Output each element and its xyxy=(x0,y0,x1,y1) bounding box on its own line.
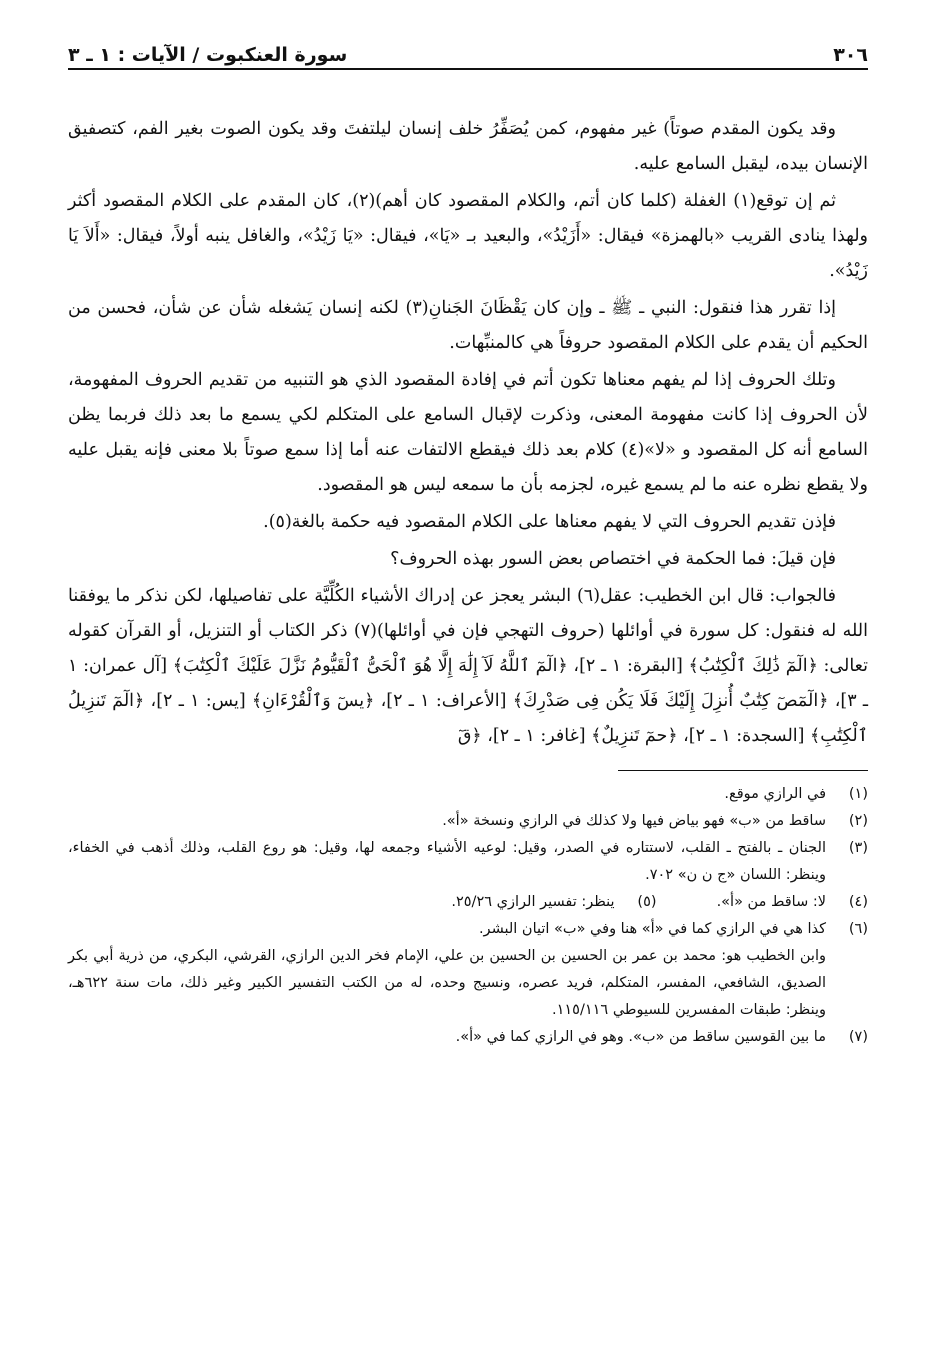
section-title: سورة العنكبوت / الآيات : ١ ـ ٣ xyxy=(68,44,348,66)
footnote-7 xyxy=(68,1024,868,1051)
paragraph: وتلك الحروف إذا لم يفهم معناها تكون أتم في إفادة المقصود الذي هو التنبيه من تقديم الحروف المفهومة، لأن الحروف إذا كانت مفهومة المعنى، وذكرت لإقبال السامع على المتكلم لكي يسمع ما بعد ذلك فربما يظن السامع أنه كل المقصود و «لا»(٤) كلام بعد ذلك فيقطع الالتفات عنه أما إذا سمع صوتاً بلا معنى فإنه يقبل عليه ولا يقطع نظره عنه ما لم يسمع غيره، لجزمه بأن ما سمعه ليس هو المقصود. xyxy=(68,370,868,495)
footnote-text: ينظر: تفسير الرازي ٢٥/٢٦. xyxy=(451,894,615,910)
footnote-separator xyxy=(618,770,868,771)
footnote-number: (٥) xyxy=(637,894,657,910)
footnote-6-continuation: وابن الخطيب هو: محمد بن عمر بن الحسين بن الحسين بن علي، الإمام فخر الدين الرازي، القرشي، البكري، من ذرية أبي بكر الصديق، الشافعي، المفسر، المتكلم، فريد عصره، ونسيج وحده، له من الكتب التفسير الكبير وغير ذلك، مات سنة ٦٢٢هـ، وينظر: طبقات المفسرين للسيوطي ١١٥/١١٦. xyxy=(68,948,826,1018)
footnote-text: كذا هي في الرازي كما في «أ» هنا وفي «ب» اتيان البشر. xyxy=(478,921,826,937)
main-text xyxy=(68,112,868,754)
footnote-number: (٧) xyxy=(848,1029,868,1045)
footnote-number: (٦) xyxy=(848,921,868,937)
footnote-text: ساقط من «ب» فهو بياض فيها ولا كذلك في الرازي ونسخة «أ». xyxy=(442,813,826,829)
paragraph: فإذن تقديم الحروف التي لا يفهم معناها على الكلام المقصود فيه حكمة بالغة(٥). xyxy=(263,512,836,532)
footnote-text: في الرازي موقع. xyxy=(724,786,826,802)
paragraph: وقد يكون المقدم صوتاً) غير مفهوم، كمن يُصَفِّرُ خلف إنسان ليلتفتَ وقد يكون الصوت بغير الفم، كتصفيق الإنسان بيده، ليقبل السامع عليه. xyxy=(68,119,868,174)
footnote-row-4-5 xyxy=(68,889,868,916)
book-page xyxy=(68,40,868,1051)
footnote-text: الجنان ـ بالفتح ـ القلب، لاستتاره في الصدر، وقيل: لوعيه الأشياء وجمعه لها، وقيل: هو روع القلب، وذلك أذهب في الخفاء، وينظر: اللسان «ج ن ن» ٧٠٢. xyxy=(68,840,826,883)
footnote-number: (٤) xyxy=(848,894,868,910)
running-header xyxy=(68,40,868,70)
page-number: ٣٠٦ xyxy=(833,44,868,66)
footnote-number: (٢) xyxy=(848,813,868,829)
footnote-text: لا: ساقط من «أ». xyxy=(716,894,826,910)
footnotes xyxy=(68,781,868,1051)
paragraph: فالجواب: قال ابن الخطيب: عقل(٦) البشر يعجز عن إدراك الأشياء الكُلِّيَّة على تفاصيلها، لكن نذكر ما يوفقنا الله له فنقول: كل سورة في أوائلها (حروف التهجي فإن في أوائلها)(٧) ذكر الكتاب أو التنزيل، أو القرآن كقوله تعالى: ﴿الٓمٓ ذَٰلِكَ ٱلْكِتَٰبُ﴾ [البقرة: ١ ـ ٢]، ﴿الٓمٓ ٱللَّهُ لَآ إِلَٰهَ إِلَّا هُوَ ٱلْحَىُّ ٱلْقَيُّومُ نَزَّلَ عَلَيْكَ ٱلْكِتَٰبَ﴾ [آل عمران: ١ ـ ٣]، ﴿الٓمٓصٓ كِتَٰبٌ أُنزِلَ إِلَيْكَ فَلَا يَكُن فِى صَدْرِكَ﴾ [الأعراف: ١ ـ ٢]، ﴿يسٓ وَٱلْقُرْءَانِ﴾ [يس: ١ ـ ٢]، ﴿الٓمٓ تَنزِيلُ ٱلْكِتَٰبِ﴾ [السجدة: ١ ـ ٢]، ﴿حمٓ تَنزِيلٌ﴾ [غافر: ١ ـ ٢]، ﴿قٓ xyxy=(68,586,868,746)
footnote-number: (١) xyxy=(848,786,868,802)
footnote-4 xyxy=(717,889,868,916)
footnote-6 xyxy=(68,916,868,943)
paragraph: فإن قيلَ: فما الحكمة في اختصاص بعض السور بهذه الحروف؟ xyxy=(390,549,836,569)
footnote-5 xyxy=(451,889,656,916)
footnote-2 xyxy=(68,808,868,835)
footnote-text: ما بين القوسين ساقط من «ب». وهو في الرازي كما في «أ». xyxy=(455,1029,826,1045)
footnote-number: (٣) xyxy=(848,840,868,856)
paragraph: ثم إن توقع(١) الغفلة (كلما كان أتم، والكلام المقصود كان أهم)(٢)، كان المقدم على الكلام المقصود أكثر ولهذا ينادى القريب «بالهمزة» فيقال: «أَزَيْدُ»، والبعيد بـ «يَا»، فيقال: «يَا زَيْدُ»، والغافل ينبه أولاً، فيقال: «أَلاَ يَا زَيْدُ». xyxy=(68,191,868,281)
paragraph: إذا تقرر هذا فنقول: النبي ـ ﷺ ـ وإن كان يَقْظَانَ الجَنانِ(٣) لكنه إنسان يَشغله شأن عن شأن، فحسن من الحكيم أن يقدم على الكلام المقصود حروفاً هي كالمنبِّهات. xyxy=(68,298,868,353)
footnote-3 xyxy=(68,835,868,889)
footnote-1 xyxy=(68,781,868,808)
